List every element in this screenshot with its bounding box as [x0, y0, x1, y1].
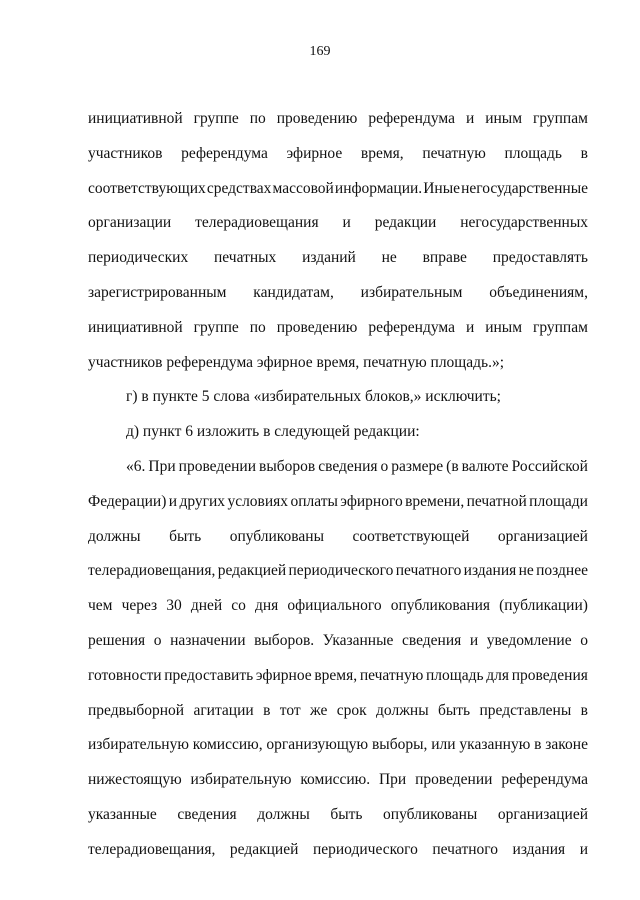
word: предоставить — [164, 666, 254, 684]
word: официального — [287, 597, 382, 615]
word: избирательным — [360, 283, 463, 301]
word: Указанные — [322, 631, 394, 649]
word: телерадиовещания — [195, 214, 319, 232]
word: периодического — [312, 840, 418, 858]
text-line — [88, 241, 588, 276]
word: референдума — [501, 771, 588, 789]
word: решения — [88, 631, 146, 649]
word: избирательную — [190, 771, 292, 789]
text-line — [88, 833, 588, 868]
text-line — [88, 206, 588, 241]
word: проведению — [276, 318, 358, 336]
word: площади — [529, 492, 588, 510]
word: При — [148, 457, 176, 475]
word: предвыборной — [88, 701, 185, 719]
word: должны — [257, 805, 310, 823]
word: инициативной — [88, 110, 183, 127]
text-line — [88, 485, 588, 520]
word: печатной — [466, 492, 527, 510]
text-line: д) пункт 6 изложить в следующей редакции: — [126, 423, 420, 441]
word: в — [580, 701, 588, 719]
word: законе — [545, 736, 588, 754]
word: о — [153, 631, 162, 649]
word: дня — [255, 597, 279, 615]
word: иным — [485, 318, 523, 336]
word: группам — [532, 318, 588, 336]
word: инициативной — [88, 318, 183, 336]
word: организующую — [266, 736, 369, 754]
word: референдума — [368, 110, 455, 127]
word: представлены — [479, 701, 572, 719]
word: предоставлять — [492, 249, 588, 267]
word: группам — [532, 110, 588, 127]
word: печатную — [422, 144, 486, 162]
text-line — [88, 102, 588, 137]
word: периодического — [288, 562, 394, 580]
word: площадь — [504, 144, 563, 162]
word: опубликования — [390, 597, 491, 615]
word: нижестоящую — [88, 771, 182, 789]
word: (в — [446, 457, 459, 475]
word: объединениям, — [489, 283, 588, 301]
word: издания — [463, 562, 517, 580]
word: быть — [169, 527, 202, 545]
word: должны — [376, 701, 429, 719]
word: указанные — [88, 805, 157, 823]
word: иным — [485, 110, 523, 127]
word: в — [580, 144, 588, 162]
word: референдума — [181, 144, 268, 162]
word: тот — [279, 701, 301, 719]
word: телерадиовещания, — [88, 840, 216, 858]
word: Иные — [423, 179, 461, 197]
word: проведению — [276, 110, 358, 127]
word: эфирное — [286, 144, 343, 162]
word: не — [381, 249, 397, 267]
text-line — [88, 624, 588, 659]
word: и — [465, 318, 475, 336]
word: негосударственные — [461, 179, 588, 197]
word: быть — [330, 805, 363, 823]
word: зарегистрированным — [88, 283, 227, 301]
word: 30 — [166, 597, 182, 615]
word: участников — [88, 144, 163, 162]
word: (публикации) — [499, 597, 588, 615]
word: готовности — [88, 666, 162, 684]
word: информации. — [334, 179, 423, 197]
word: проведении — [415, 771, 493, 789]
text-line — [88, 659, 588, 694]
text-line — [88, 276, 588, 311]
word: печатного — [395, 562, 462, 580]
word: позднее — [536, 562, 588, 580]
word: печатного — [432, 840, 498, 858]
word: времени, — [405, 492, 465, 510]
word: дней — [190, 597, 223, 615]
word: редакцией — [217, 562, 287, 580]
word: чем — [88, 597, 113, 615]
word: агитации — [193, 701, 254, 719]
word: группе — [193, 318, 239, 336]
word: При — [378, 771, 407, 789]
word: избирательную — [88, 736, 189, 754]
word: через — [121, 597, 158, 615]
word: со — [231, 597, 246, 615]
word: печатных — [214, 249, 277, 267]
word: референдума — [368, 318, 455, 336]
word: в — [534, 736, 542, 754]
word: редакцией — [229, 840, 299, 858]
word: эфирного — [340, 492, 403, 510]
text-line: участников референдума эфирное время, печатную площадь.»; — [88, 353, 505, 371]
word: для — [486, 666, 510, 684]
word: и — [342, 214, 351, 232]
document-body — [88, 102, 588, 868]
word: вправе — [422, 249, 467, 267]
word: выборы, — [371, 736, 428, 754]
text-line — [88, 728, 588, 763]
word: условиях — [227, 492, 289, 510]
word: по — [249, 110, 266, 127]
word: проведении — [178, 457, 257, 475]
word: выборов — [259, 457, 316, 475]
word: соответствующей — [352, 527, 470, 545]
word: Российской — [511, 457, 588, 475]
word: сведения — [177, 805, 237, 823]
text-line — [88, 450, 588, 485]
word: организацией — [497, 527, 588, 545]
word: и — [469, 631, 479, 649]
text-line: г) в пункте 5 слова «избирательных блоков,» исключить; — [126, 388, 501, 406]
word: быть — [437, 701, 471, 719]
text-line — [88, 520, 588, 555]
word: телерадиовещания, — [88, 562, 216, 580]
word: срок — [336, 701, 367, 719]
word: изданий — [302, 249, 356, 267]
word: комиссию. — [300, 771, 371, 789]
word: и — [579, 840, 588, 858]
word: по — [249, 318, 266, 336]
word: или — [431, 736, 456, 754]
word: сведения — [401, 631, 462, 649]
text-line — [88, 311, 588, 346]
word: негосударственных — [460, 214, 588, 232]
text-line — [88, 554, 588, 589]
word: оплаты — [290, 492, 338, 510]
word: Федерации) — [88, 492, 167, 510]
word: и — [465, 110, 475, 127]
word: площадь — [425, 666, 484, 684]
word: организацией — [497, 805, 588, 823]
word: комиссию, — [192, 736, 263, 754]
word: выборов. — [254, 631, 315, 649]
word: валюте — [461, 457, 509, 475]
word: в — [263, 701, 271, 719]
word: должны — [88, 527, 141, 545]
word: и — [168, 492, 178, 510]
word: же — [310, 701, 328, 719]
page-number: 169 — [309, 44, 331, 59]
word: назначении — [170, 631, 246, 649]
text-line — [88, 763, 588, 798]
word: уведомление — [486, 631, 572, 649]
word: редакции — [374, 214, 437, 232]
word: «6. — [126, 457, 146, 475]
word: проведения — [511, 666, 588, 684]
word: размере — [391, 457, 444, 475]
word: о — [380, 457, 389, 475]
word: печатную — [359, 666, 424, 684]
word: средствах — [206, 179, 272, 197]
word: опубликованы — [383, 805, 478, 823]
word: кандидатам, — [253, 283, 334, 301]
text-line — [88, 172, 588, 207]
word: опубликованы — [229, 527, 325, 545]
word: время, — [360, 144, 404, 162]
word: сведения — [318, 457, 378, 475]
text-line — [88, 589, 588, 624]
text-line — [88, 798, 588, 833]
text-line — [88, 137, 588, 172]
word: организации — [88, 214, 172, 232]
word: других — [179, 492, 226, 510]
word: соответствующих — [88, 179, 206, 197]
word: массовой — [272, 179, 334, 197]
word: издания — [512, 840, 566, 858]
word: не — [518, 562, 534, 580]
word: о — [580, 631, 588, 649]
word: время, — [314, 666, 358, 684]
word: эфирное — [255, 666, 312, 684]
word: указанную — [459, 736, 531, 754]
word: группе — [193, 110, 239, 127]
word: периодических — [88, 249, 189, 267]
text-line — [88, 694, 588, 729]
